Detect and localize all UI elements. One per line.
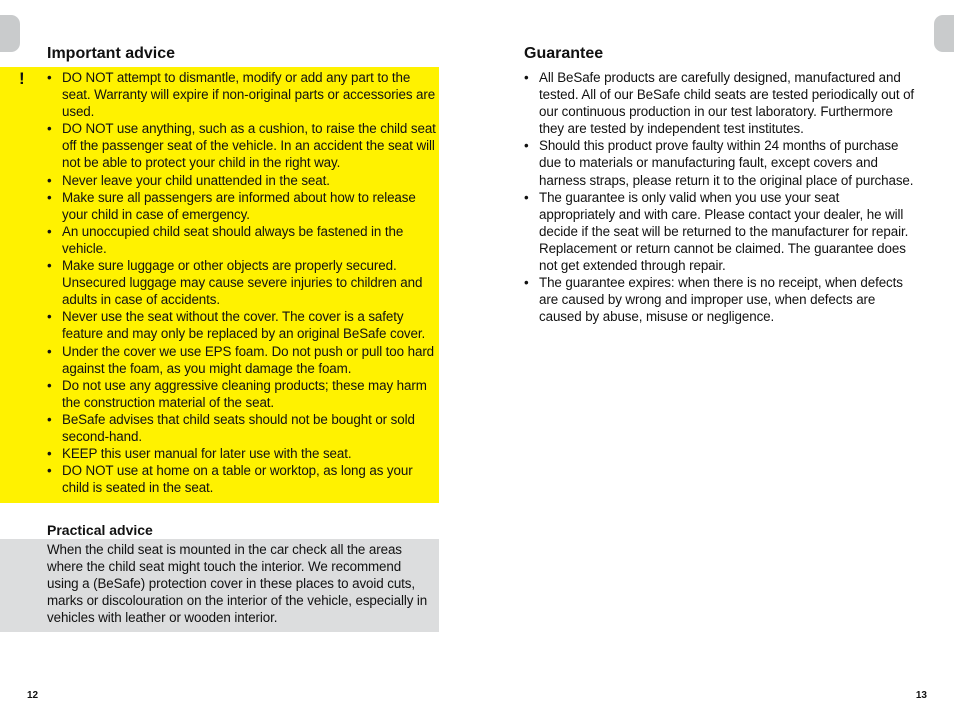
list-item: • Do not use any aggressive cleaning products; these may harm the construction material of the seat.	[47, 377, 427, 410]
list-item: • The guarantee is only valid when you use your seat appropriately and with care. Please contact your dealer, he will decide if the seat will be returned to the manufacturer for repair. Replacement or return cannot be claimed. The guarantee does not get extended through repair.	[524, 189, 909, 274]
list-item: • DO NOT attempt to dismantle, modify or add any part to the seat. Warranty will expire if non-original parts or accessories are used.	[47, 70, 436, 120]
guarantee-list	[524, 69, 916, 325]
bullet-icon: •	[47, 258, 52, 274]
important-advice-heading: Important advice	[47, 45, 176, 62]
list-item: • DO NOT use anything, such as a cushion, to raise the child seat off the passenger seat of the vehicle. In an accident the seat will not be able to protect your child in the right way.	[47, 121, 436, 171]
important-advice-box	[0, 67, 439, 503]
practical-advice-heading: Practical advice	[47, 522, 153, 538]
page-number-right: 13	[915, 690, 927, 701]
list-item: • An unoccupied child seat should always be fastened in the vehicle.	[47, 223, 404, 256]
right-page-tab	[934, 15, 954, 52]
bullet-icon: •	[524, 70, 529, 85]
important-advice-list	[47, 69, 439, 496]
list-item: • Make sure luggage or other objects are properly secured. Unsecured luggage may cause severe injuries to children and adults in case of accidents.	[47, 258, 423, 308]
bullet-icon: •	[524, 189, 529, 205]
list-item: • KEEP this user manual for later use with the seat.	[47, 446, 352, 462]
list-item: • The guarantee expires: when there is no receipt, when defects are caused by wrong and improper use, when defects are caused by abuse, misuse or negligence.	[524, 275, 903, 325]
bullet-icon: •	[47, 70, 52, 85]
bullet-icon: •	[47, 309, 52, 325]
bullet-icon: •	[47, 172, 52, 188]
bullet-icon: •	[47, 411, 52, 427]
list-item: • All BeSafe products are carefully designed, manufactured and tested. All of our BeSafe child seats are tested periodically out of our continuous production in our test laboratory. Furthermore they are tested by independent test institutes.	[524, 70, 915, 137]
list-item: • Never leave your child unattended in the seat.	[47, 172, 330, 188]
bullet-icon: •	[47, 189, 52, 205]
bullet-icon: •	[47, 223, 52, 239]
bullet-icon: •	[47, 446, 52, 462]
list-item: • BeSafe advises that child seats should not be bought or sold second-hand.	[47, 411, 415, 444]
warning-exclamation-icon: !	[19, 69, 25, 88]
list-item: • Should this product prove faulty within 24 months of purchase due to materials or manufacturing fault, except covers and harness straps, please return it to the original place of purchase.	[524, 138, 914, 188]
bullet-icon: •	[47, 463, 52, 479]
bullet-icon: •	[47, 377, 52, 393]
list-item: • Never use the seat without the cover. The cover is a safety feature and may only be replaced by an original BeSafe cover.	[47, 309, 426, 342]
guarantee-heading: Guarantee	[524, 45, 604, 62]
bullet-icon: •	[47, 343, 52, 359]
list-item: • DO NOT use at home on a table or worktop, as long as your child is seated in the seat.	[47, 463, 413, 496]
bullet-icon: •	[47, 121, 52, 137]
list-item: • Under the cover we use EPS foam. Do not push or pull too hard against the foam, as you might damage the foam.	[47, 343, 435, 376]
practical-advice-text: When the child seat is mounted in the car check all the areas where the child seat might touch the interior. We recommend using a (BeSafe) protection cover in these places to avoid cuts, marks or discolouration on the interior of the vehicle, especially in vehicles with leather or wooden interior.	[47, 542, 428, 626]
bullet-icon: •	[524, 275, 529, 291]
page-number-left: 12	[27, 690, 39, 701]
left-page-tab	[0, 15, 20, 52]
list-item: • Make sure all passengers are informed about how to release your child in case of emergency.	[47, 189, 416, 222]
practical-advice-box	[0, 539, 439, 632]
bullet-icon: •	[524, 138, 529, 154]
